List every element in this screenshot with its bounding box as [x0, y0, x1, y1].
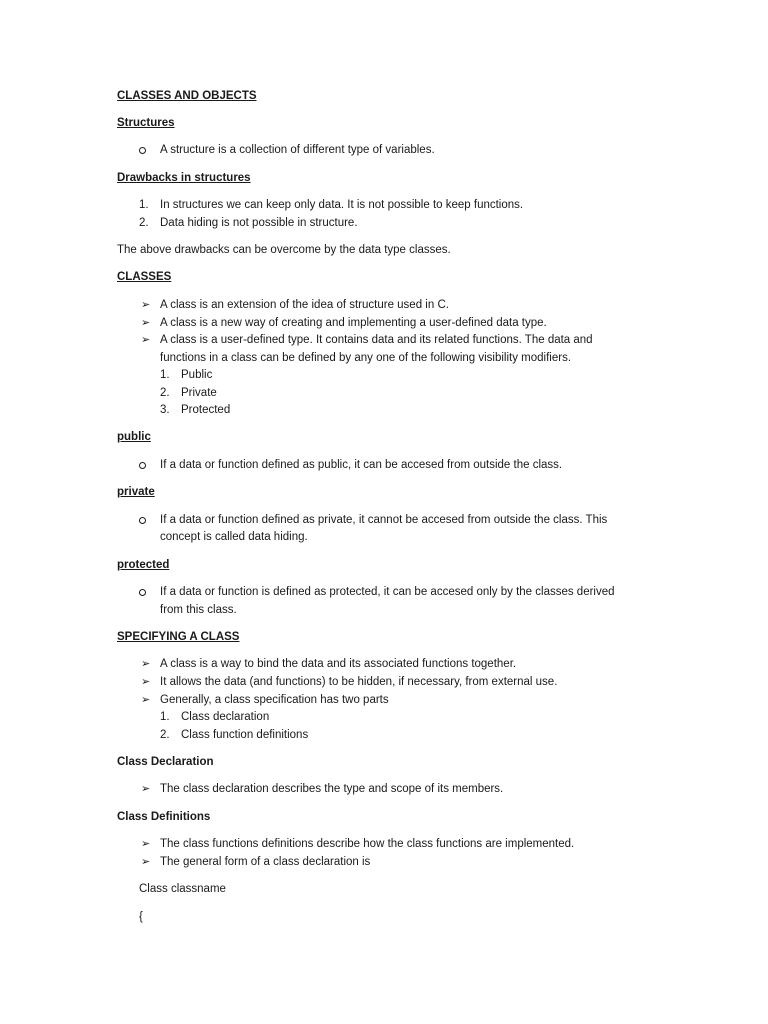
- part-item: Class declaration: [181, 711, 270, 723]
- arrow-bullet-icon: ➢: [141, 783, 151, 795]
- section-heading-structures: Structures: [117, 117, 175, 129]
- circle-bullet-icon: [139, 585, 146, 600]
- drawback-item: Data hiding is not possible in structure.: [160, 217, 358, 229]
- drawbacks-note: The above drawbacks can be overcome by the data type classes.: [117, 244, 451, 256]
- section-heading-class-declaration: Class Declaration: [117, 756, 214, 768]
- protected-bullet-continuation: from this class.: [160, 604, 237, 616]
- public-bullet: If a data or function defined as public, it can be accesed from outside the class.: [160, 459, 563, 471]
- part-item: Class function definitions: [181, 729, 309, 741]
- list-number: 1.: [160, 711, 170, 723]
- arrow-bullet-icon: ➢: [141, 856, 151, 868]
- list-number: 1.: [160, 369, 170, 381]
- circle-bullet-icon: [139, 458, 146, 473]
- arrow-bullet-icon: ➢: [141, 838, 151, 850]
- specifying-bullet: It allows the data (and functions) to be hidden, if necessary, from external use.: [160, 676, 558, 688]
- specifying-bullet: A class is a way to bind the data and its associated functions together.: [160, 658, 517, 670]
- structures-bullet: A structure is a collection of different type of variables.: [160, 144, 435, 156]
- classes-bullet: A class is a new way of creating and implementing a user-defined data type.: [160, 317, 547, 329]
- list-number: 1.: [139, 199, 149, 211]
- class-definitions-bullet: The class functions definitions describe how the class functions are implemented.: [160, 838, 575, 850]
- section-heading-classes: CLASSES: [117, 271, 172, 283]
- arrow-bullet-icon: ➢: [141, 694, 151, 706]
- arrow-bullet-icon: ➢: [141, 676, 151, 688]
- classes-bullet: A class is an extension of the idea of structure used in C.: [160, 299, 449, 311]
- list-number: 2.: [160, 387, 170, 399]
- classes-bullet-continuation: functions in a class can be defined by any one of the following visibility modifiers.: [160, 352, 572, 364]
- modifier-item: Protected: [181, 404, 231, 416]
- section-heading-specifying: SPECIFYING A CLASS: [117, 631, 240, 643]
- arrow-bullet-icon: ➢: [141, 299, 151, 311]
- section-heading-protected: protected: [117, 559, 170, 571]
- code-line: Class classname: [139, 883, 226, 895]
- private-bullet: If a data or function defined as private, it cannot be accesed from outside the class. This: [160, 514, 608, 526]
- section-heading-drawbacks: Drawbacks in structures: [117, 172, 251, 184]
- specifying-bullet: Generally, a class specification has two parts: [160, 694, 389, 706]
- arrow-bullet-icon: ➢: [141, 658, 151, 670]
- drawback-item: In structures we can keep only data. It is not possible to keep functions.: [160, 199, 524, 211]
- section-heading-public: public: [117, 431, 151, 443]
- arrow-bullet-icon: ➢: [141, 317, 151, 329]
- document-title: CLASSES AND OBJECTS: [117, 90, 257, 102]
- classes-bullet: A class is a user-defined type. It contains data and its related functions. The data and: [160, 334, 593, 346]
- section-heading-class-definitions: Class Definitions: [117, 811, 211, 823]
- circle-bullet-icon: [139, 143, 146, 158]
- list-number: 2.: [139, 217, 149, 229]
- code-line: {: [139, 911, 143, 923]
- class-definitions-bullet: The general form of a class declaration is: [160, 856, 371, 868]
- section-heading-private: private: [117, 486, 155, 498]
- protected-bullet: If a data or function is defined as protected, it can be accesed only by the classes derived: [160, 586, 615, 598]
- modifier-item: Private: [181, 387, 217, 399]
- list-number: 3.: [160, 404, 170, 416]
- modifier-item: Public: [181, 369, 213, 381]
- class-declaration-bullet: The class declaration describes the type and scope of its members.: [160, 783, 504, 795]
- arrow-bullet-icon: ➢: [141, 334, 151, 346]
- circle-bullet-icon: [139, 513, 146, 528]
- private-bullet-continuation: concept is called data hiding.: [160, 531, 308, 543]
- list-number: 2.: [160, 729, 170, 741]
